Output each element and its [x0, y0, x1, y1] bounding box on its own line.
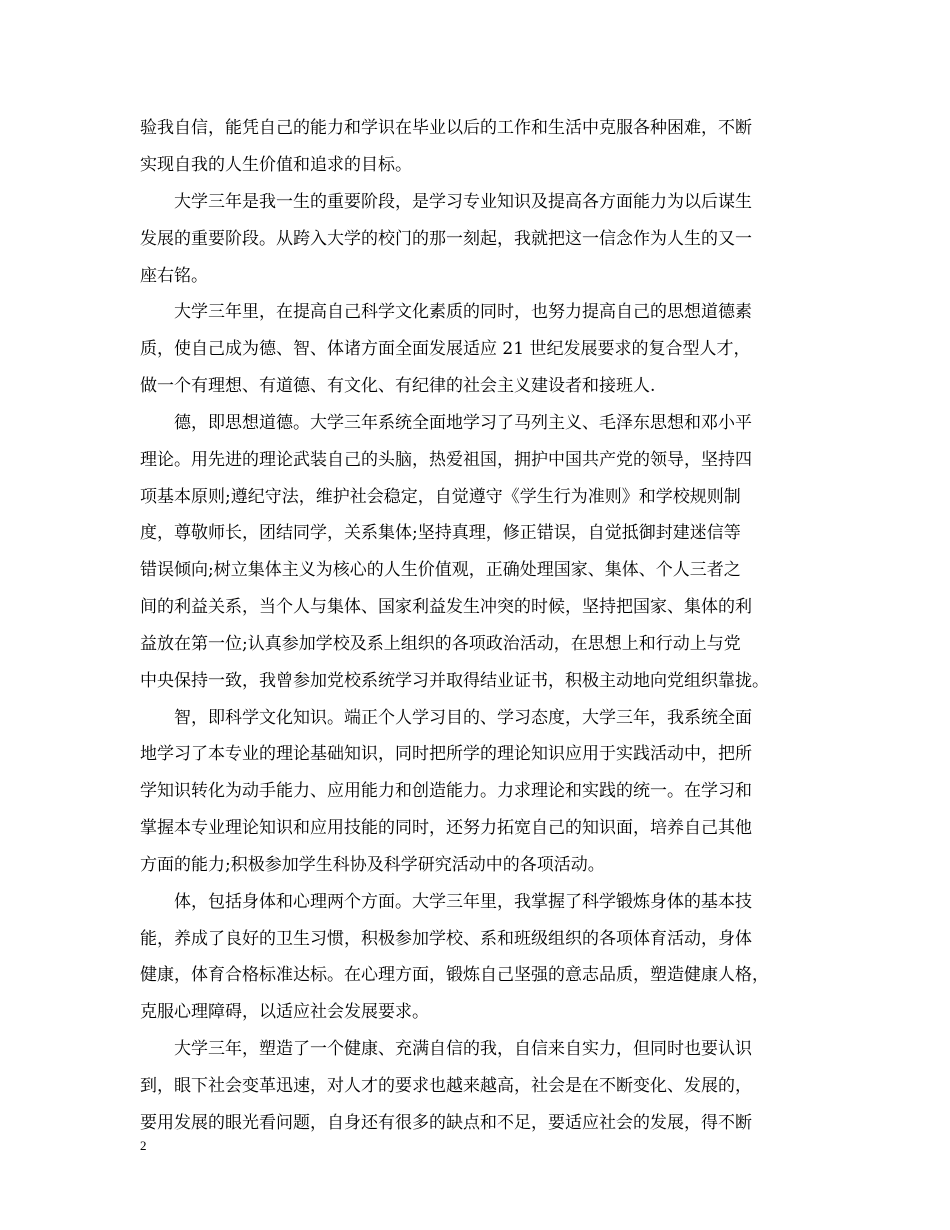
text-line: 发展的重要阶段。从跨入大学的校门的那一刻起，我就把这一信念作为人生的又一	[140, 229, 752, 249]
text-line: 学知识转化为动手能力、应用能力和创造能力。力求理论和实践的统一。在学习和	[140, 781, 752, 801]
text-line: 项基本原则;遵纪守法，维护社会稳定，自觉遵守《学生行为准则》和学校规则制	[140, 487, 741, 507]
text-line: 掌握本专业理论知识和应用技能的同时，还努力拓宽自己的知识面，培养自己其他	[140, 818, 752, 838]
text-line: 理论。用先进的理论武装自己的头脑，热爱祖国，拥护中国共产党的领导，坚持四	[140, 450, 752, 470]
text-line: 质，使自己成为德、智、体诸方面全面发展适应 21 世纪发展要求的复合型人才，	[140, 339, 751, 359]
text-line: 德，即思想道德。大学三年系统全面地学习了马列主义、毛泽东思想和邓小平	[140, 413, 752, 433]
text-line: 智，即科学文化知识。端正个人学习目的、学习态度，大学三年，我系统全面	[140, 708, 752, 728]
text-line: 益放在第一位;认真参加学校及系上组织的各项政治活动，在思想上和行动上与党	[140, 634, 741, 654]
page-number: 2	[140, 1138, 147, 1153]
text-line: 做一个有理想、有道德、有文化、有纪律的社会主义建设者和接班人.	[140, 376, 656, 396]
text-line: 地学习了本专业的理论基础知识，同时把所学的理论知识应用于实践活动中，把所	[140, 744, 752, 764]
text-line: 中央保持一致，我曾参加党校系统学习并取得结业证书，积极主动地向党组织靠拢。	[140, 671, 769, 691]
text-line: 方面的能力;积极参加学生科协及科学研究活动中的各项活动。	[140, 855, 605, 875]
text-line: 间的利益关系，当个人与集体、国家利益发生冲突的时候，坚持把国家、集体的利	[140, 597, 752, 617]
text-line: 体，包括身体和心理两个方面。大学三年里，我掌握了科学锻炼身体的基本技	[140, 892, 752, 912]
text-line: 到，眼下社会变革迅速，对人才的要求也越来越高，社会是在不断变化、发展的，	[140, 1076, 752, 1096]
text-line: 验我自信，能凭自己的能力和学识在毕业以后的工作和生活中克服各种困难，不断	[140, 118, 752, 138]
text-line: 大学三年，塑造了一个健康、充满自信的我，自信来自实力，但同时也要认识	[140, 1039, 752, 1059]
text-line: 大学三年是我一生的重要阶段，是学习专业知识及提高各方面能力为以后谋生	[140, 192, 752, 212]
text-line: 要用发展的眼光看问题，自身还有很多的缺点和不足，要适应社会的发展，得不断	[140, 1113, 752, 1133]
text-line: 能，养成了良好的卫生习惯，积极参加学校、系和班级组织的各项体育活动，身体	[140, 929, 752, 949]
text-line: 克服心理障碍，以适应社会发展要求。	[140, 1002, 429, 1022]
text-line: 实现自我的人生价值和追求的目标。	[140, 155, 412, 175]
text-line: 健康，体育合格标准达标。在心理方面，锻炼自己坚强的意志品质，塑造健康人格，	[140, 965, 769, 985]
text-line: 度，尊敬师长，团结同学，关系集体;坚持真理，修正错误，自觉抵御封建迷信等	[140, 523, 741, 543]
text-line: 大学三年里，在提高自己科学文化素质的同时，也努力提高自己的思想道德素	[140, 302, 752, 322]
text-line: 座右铭。	[140, 266, 208, 286]
text-line: 错误倾向;树立集体主义为核心的人生价值观，正确处理国家、集体、个人三者之	[140, 560, 741, 580]
